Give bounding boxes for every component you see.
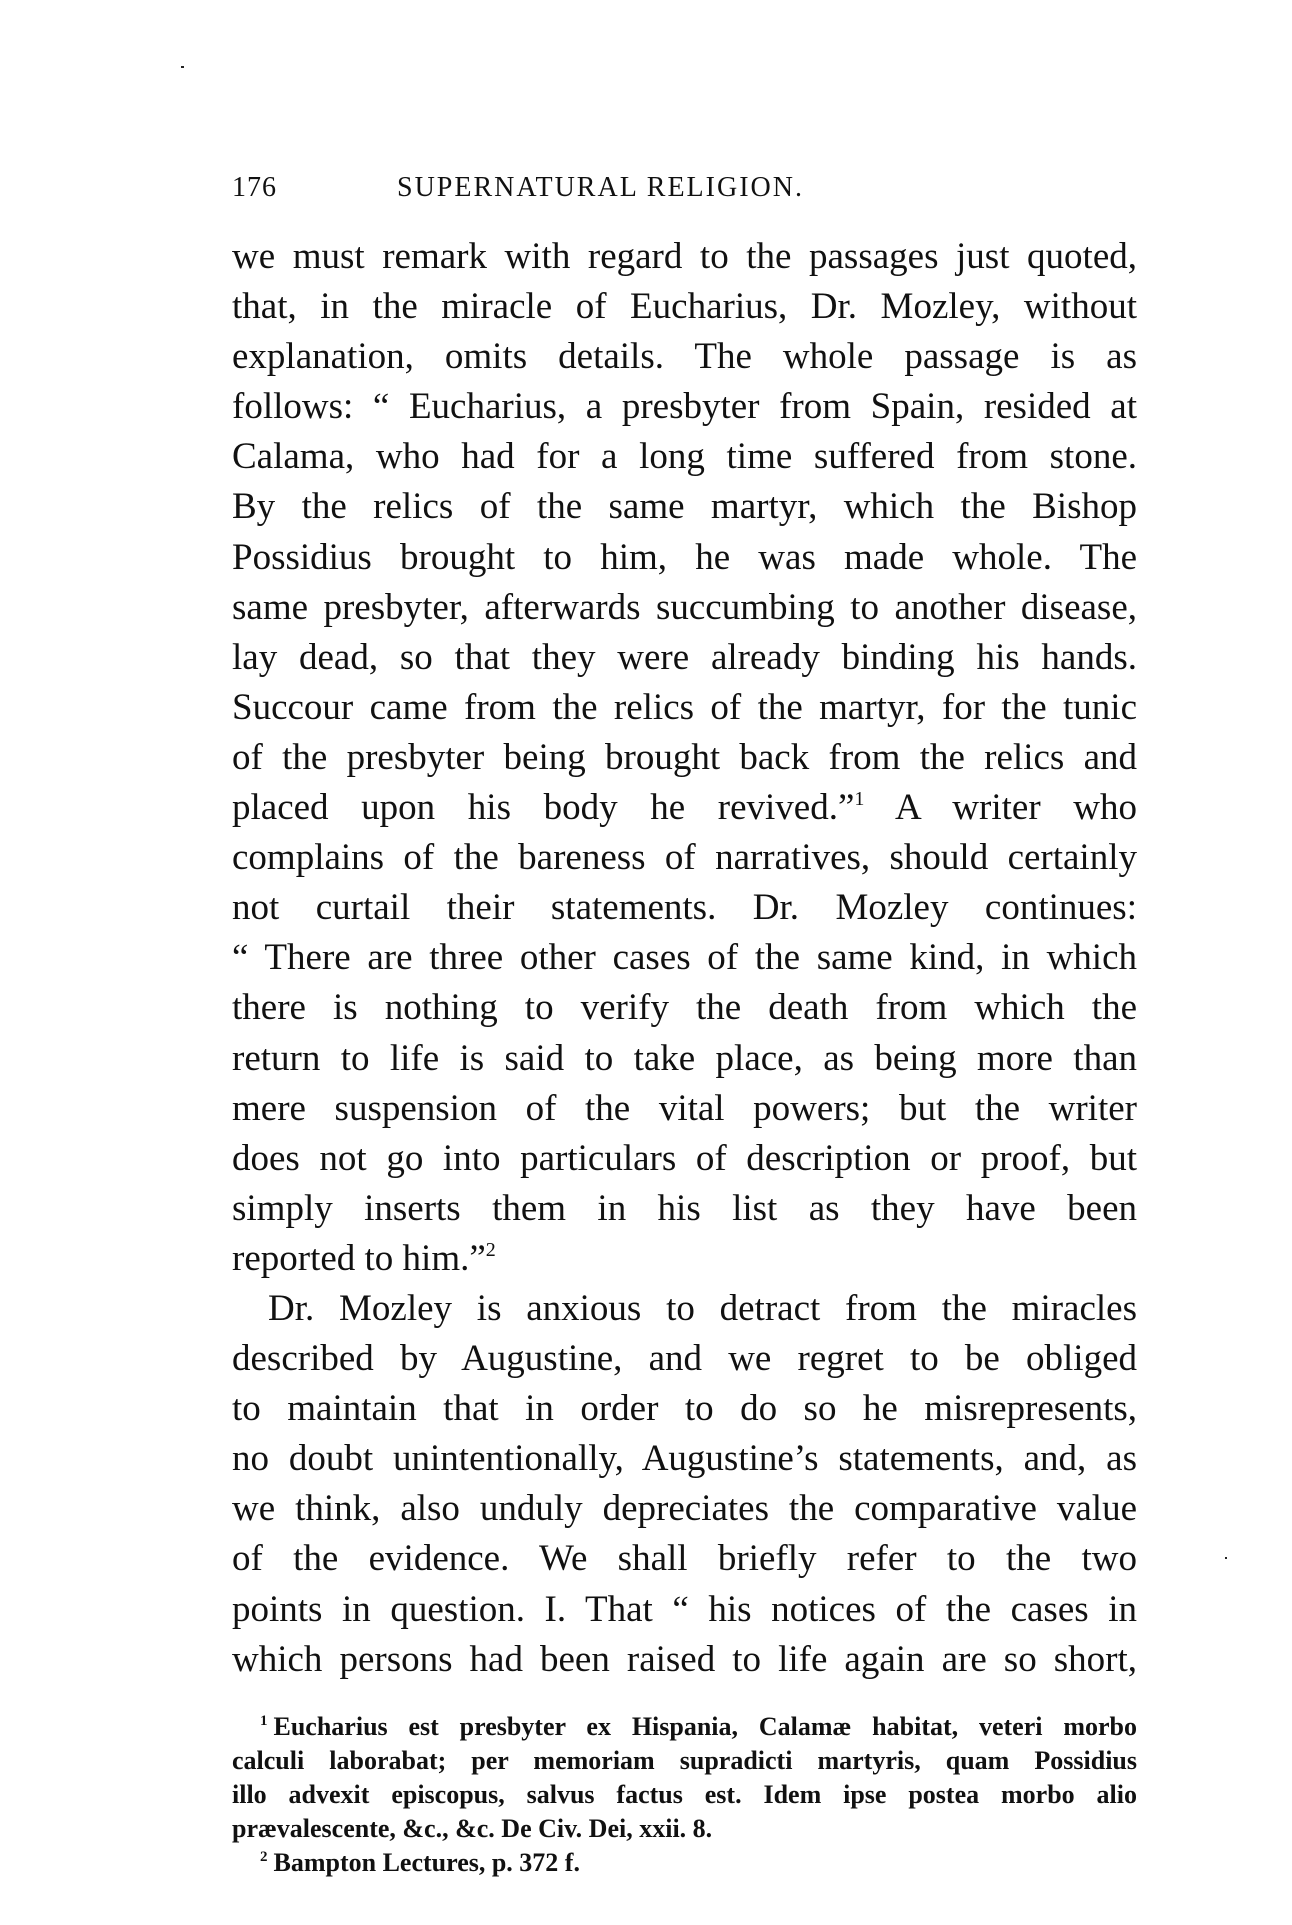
footnote-marker-1: 1 [260,1713,268,1729]
text-line: we think, also unduly depreciates the comparative value [232,1488,1137,1530]
text-line: we must remark with regard to the passages just quoted, [232,236,1137,277]
footnotes [232,1710,1137,1880]
footnote-2-line [232,1846,1137,1880]
text-line: described by Augustine, and we regret to be obliged [232,1338,1137,1380]
footnote-ref-2[interactable]: 2 [485,1238,496,1261]
footnote-ref-1[interactable]: 1 [854,788,865,811]
footnote-1-line [232,1710,1137,1744]
text-line: of the evidence. We shall briefly refer to the two [232,1538,1137,1580]
text-line: mere suspension of the vital powers; but the writer [232,1087,1137,1129]
text-line: “ There are three other cases of the same kind, in which [232,937,1137,979]
text-line: not curtail their statements. Dr. Mozley continues: [232,887,1137,929]
scan-speck [1225,1557,1227,1559]
text-line: does not go into particulars of description or proof, but [232,1137,1137,1179]
text-line: simply inserts them in his list as they have been [232,1187,1137,1229]
text-line: By the relics of the same martyr, which the Bishop [232,486,1137,528]
text-line-with-footnote [232,1234,1137,1284]
text-line: follows: “ Eucharius, a presbyter from Spain, resided at [232,386,1137,428]
page-number: 176 [232,172,277,203]
footnote-1-line: calculi laborabat; per memoriam supradicti martyris, quam Possidius [232,1746,1137,1775]
scan-speck [181,66,184,68]
text-line: there is nothing to verify the death from which the [232,987,1137,1029]
text-line: lay dead, so that they were already binding his hands. [232,636,1137,678]
text-line: which persons had been raised to life again are so short, [232,1638,1137,1680]
footnote-text: Eucharius est presbyter ex Hispania, Calamæ habitat, veteri morbo [273,1712,1137,1741]
footnote-1-line: prævalescente, &c., &c. De Civ. Dei, xxii. 8. [232,1814,713,1843]
text-segment: reported to him.” [232,1237,486,1279]
text-line: same presbyter, afterwards succumbing to another disease, [232,586,1137,628]
footnote-marker-2: 2 [260,1849,268,1865]
footnote-1-line: illo advexit episcopus, salvus factus est. Idem ipse postea morbo alio [232,1780,1137,1809]
text-line: Possidius brought to him, he was made whole. The [232,536,1137,578]
text-line: Succour came from the relics of the martyr, for the tunic [232,686,1137,728]
footnote-text: Bampton Lectures, p. 372 f. [273,1848,580,1877]
text-line: explanation, omits details. The whole passage is as [232,336,1137,378]
text-line: to maintain that in order to do so he misrepresents, [232,1388,1137,1430]
running-head [232,168,1137,208]
text-line: that, in the miracle of Eucharius, Dr. Mozley, without [232,286,1137,328]
paragraph-start-line: Dr. Mozley is anxious to detract from the miracles [268,1287,1137,1329]
text-line-with-footnote [232,783,1137,833]
text-line: return to life is said to take place, as being more than [232,1037,1137,1079]
text-line: of the presbyter being brought back from the relics and [232,736,1137,778]
body-text [232,232,1137,1685]
text-line: complains of the bareness of narratives, should certainly [232,837,1137,879]
text-line: Calama, who had for a long time suffered from stone. [232,436,1137,478]
text-segment: placed upon his body he revived.” [232,787,855,829]
text-line: points in question. I. That “ his notices of the cases in [232,1588,1137,1630]
text-line: no doubt unintentionally, Augustine’s statements, and, as [232,1438,1137,1480]
running-title: SUPERNATURAL RELIGION. [397,172,804,203]
text-segment: A writer who [895,787,1137,829]
